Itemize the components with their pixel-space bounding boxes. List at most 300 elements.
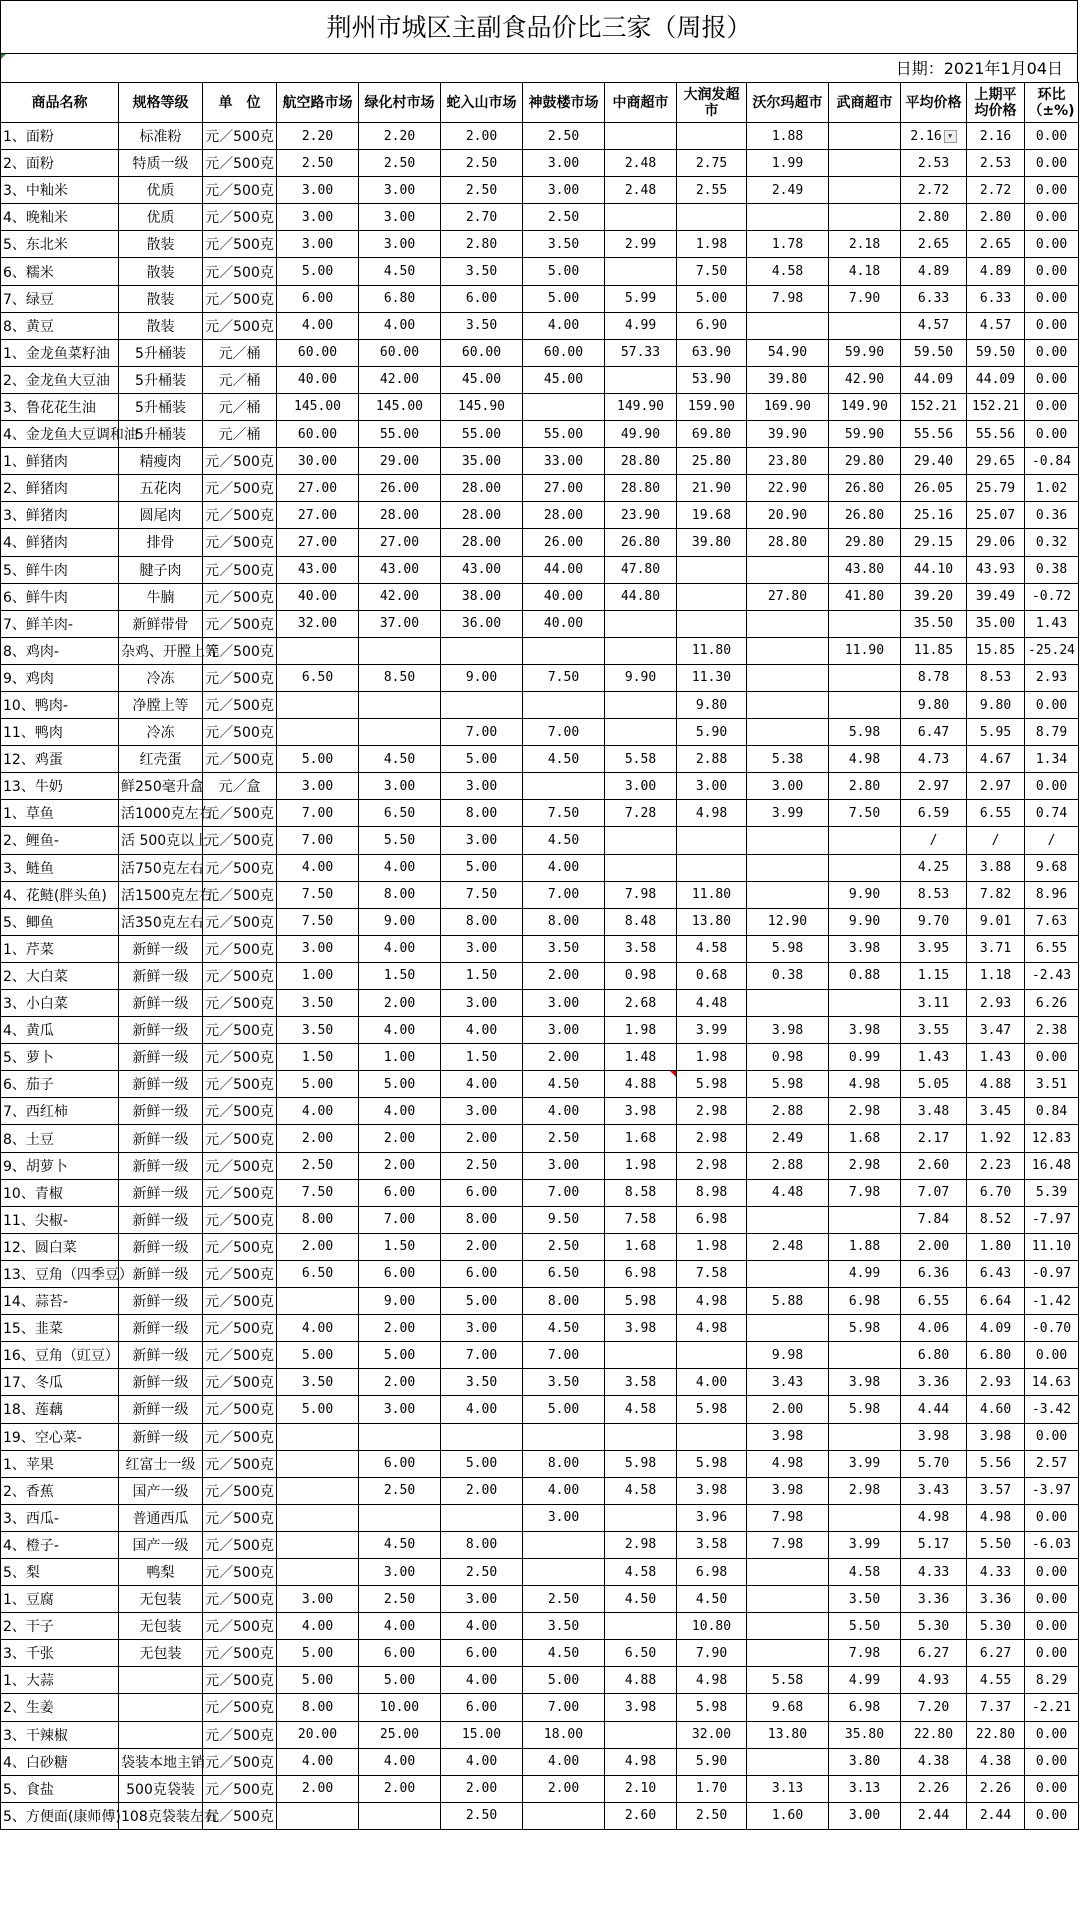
price-cell[interactable]: 2.80: [829, 773, 901, 800]
price-cell[interactable]: 25.80: [677, 448, 747, 475]
price-cell[interactable]: 2.97: [967, 773, 1025, 800]
price-cell[interactable]: 11.30: [677, 664, 747, 691]
price-cell[interactable]: [605, 1423, 677, 1450]
price-cell[interactable]: 9.00: [359, 1288, 441, 1315]
price-cell[interactable]: 3.00: [747, 773, 829, 800]
price-cell[interactable]: 47.80: [605, 556, 677, 583]
price-cell[interactable]: 4.00: [277, 312, 359, 339]
item-name-cell[interactable]: 5、萝卜: [1, 1044, 119, 1071]
unit-cell[interactable]: 元／500克: [203, 935, 277, 962]
price-cell[interactable]: 3.50: [277, 1017, 359, 1044]
price-cell[interactable]: 0.00: [1025, 1044, 1079, 1071]
price-cell[interactable]: 8.00: [277, 1694, 359, 1721]
price-cell[interactable]: 2.98: [829, 1098, 901, 1125]
price-cell[interactable]: 1.68: [829, 1125, 901, 1152]
spec-cell[interactable]: 新鲜一级: [119, 1098, 203, 1125]
price-cell[interactable]: 3.13: [747, 1775, 829, 1802]
unit-cell[interactable]: 元／500克: [203, 123, 277, 150]
price-cell[interactable]: 7.00: [441, 1342, 523, 1369]
item-name-cell[interactable]: 11、尖椒-: [1, 1206, 119, 1233]
price-cell[interactable]: 7.50: [277, 908, 359, 935]
price-cell[interactable]: 39.49: [967, 583, 1025, 610]
unit-cell[interactable]: 元／500克: [203, 177, 277, 204]
price-cell[interactable]: 2.50: [677, 1802, 747, 1829]
price-cell[interactable]: 7.00: [277, 827, 359, 854]
item-name-cell[interactable]: 2、鲤鱼-: [1, 827, 119, 854]
price-cell[interactable]: 3.47: [967, 1017, 1025, 1044]
price-cell[interactable]: 3.00: [359, 773, 441, 800]
price-cell[interactable]: 4.98: [967, 1504, 1025, 1531]
price-cell[interactable]: 7.20: [901, 1694, 967, 1721]
price-cell[interactable]: 7.50: [441, 881, 523, 908]
col-header[interactable]: 环比（±%): [1025, 83, 1079, 123]
price-cell[interactable]: 28.00: [359, 502, 441, 529]
price-cell[interactable]: 8.98: [677, 1179, 747, 1206]
price-cell[interactable]: 7.50: [277, 1179, 359, 1206]
price-cell[interactable]: 6.55: [901, 1288, 967, 1315]
col-header[interactable]: 单 位: [203, 83, 277, 123]
price-cell[interactable]: 2.50: [523, 1125, 605, 1152]
price-cell[interactable]: 25.79: [967, 475, 1025, 502]
price-cell[interactable]: [747, 1260, 829, 1287]
price-cell[interactable]: 21.90: [677, 475, 747, 502]
price-cell[interactable]: 3.36: [901, 1369, 967, 1396]
price-cell[interactable]: 4.50: [523, 746, 605, 773]
price-cell[interactable]: 6.70: [967, 1179, 1025, 1206]
price-cell[interactable]: 6.00: [441, 1694, 523, 1721]
price-cell[interactable]: 7.90: [829, 285, 901, 312]
price-cell[interactable]: 29.15: [901, 529, 967, 556]
item-name-cell[interactable]: 1、大蒜: [1, 1667, 119, 1694]
price-cell[interactable]: 15.85: [967, 637, 1025, 664]
price-cell[interactable]: [359, 1423, 441, 1450]
price-cell[interactable]: 4.50: [523, 1315, 605, 1342]
spec-cell[interactable]: 5升桶装: [119, 421, 203, 448]
price-cell[interactable]: -25.24: [1025, 637, 1079, 664]
col-header[interactable]: 中商超市: [605, 83, 677, 123]
spec-cell[interactable]: 5升桶装: [119, 366, 203, 393]
unit-cell[interactable]: 元／500克: [203, 1233, 277, 1260]
spec-cell[interactable]: 标准粉: [119, 123, 203, 150]
col-header[interactable]: 规格等级: [119, 83, 203, 123]
price-cell[interactable]: 2.88: [677, 746, 747, 773]
price-cell[interactable]: 0.00: [1025, 1748, 1079, 1775]
price-cell[interactable]: 7.50: [829, 800, 901, 827]
item-name-cell[interactable]: 9、胡萝卜: [1, 1152, 119, 1179]
price-cell[interactable]: 9.80: [677, 691, 747, 718]
item-name-cell[interactable]: 2、生姜: [1, 1694, 119, 1721]
price-cell[interactable]: 2.38: [1025, 1017, 1079, 1044]
price-cell[interactable]: 2.26: [967, 1775, 1025, 1802]
price-cell[interactable]: -0.72: [1025, 583, 1079, 610]
col-header[interactable]: 大润发超市: [677, 83, 747, 123]
price-cell[interactable]: 9.90: [829, 908, 901, 935]
price-cell[interactable]: 2.00: [359, 1152, 441, 1179]
price-cell[interactable]: 4.58: [829, 1558, 901, 1585]
price-cell[interactable]: 59.90: [829, 421, 901, 448]
price-cell[interactable]: 6.00: [277, 285, 359, 312]
price-cell[interactable]: [829, 664, 901, 691]
price-cell[interactable]: [359, 637, 441, 664]
price-cell[interactable]: 1.50: [277, 1044, 359, 1071]
price-cell[interactable]: 1.98: [677, 1233, 747, 1260]
price-cell[interactable]: 7.07: [901, 1179, 967, 1206]
unit-cell[interactable]: 元／500克: [203, 1694, 277, 1721]
spec-cell[interactable]: 新鲜一级: [119, 962, 203, 989]
price-cell[interactable]: 4.99: [829, 1667, 901, 1694]
price-cell[interactable]: 63.90: [677, 339, 747, 366]
price-cell[interactable]: 2.48: [605, 150, 677, 177]
spec-cell[interactable]: 活 500克以上: [119, 827, 203, 854]
price-cell[interactable]: [677, 827, 747, 854]
item-name-cell[interactable]: 13、牛奶: [1, 773, 119, 800]
price-cell[interactable]: 0.00: [1025, 231, 1079, 258]
price-cell[interactable]: 0.32: [1025, 529, 1079, 556]
price-cell[interactable]: [747, 204, 829, 231]
price-cell[interactable]: 9.90: [605, 664, 677, 691]
price-cell[interactable]: -0.84: [1025, 448, 1079, 475]
price-cell[interactable]: 4.00: [359, 1613, 441, 1640]
price-cell[interactable]: 2.44: [967, 1802, 1025, 1829]
price-cell[interactable]: 2.00: [441, 1233, 523, 1260]
price-cell[interactable]: 4.88: [605, 1667, 677, 1694]
price-cell[interactable]: 7.58: [605, 1206, 677, 1233]
spec-cell[interactable]: 鲜250毫升盒: [119, 773, 203, 800]
price-cell[interactable]: [523, 1531, 605, 1558]
spec-cell[interactable]: 新鲜一级: [119, 1152, 203, 1179]
spec-cell[interactable]: 精瘦肉: [119, 448, 203, 475]
price-cell[interactable]: 2.65: [901, 231, 967, 258]
price-cell[interactable]: 3.71: [967, 935, 1025, 962]
price-cell[interactable]: 57.33: [605, 339, 677, 366]
price-cell[interactable]: 22.80: [967, 1721, 1025, 1748]
unit-cell[interactable]: 元／500克: [203, 150, 277, 177]
price-cell[interactable]: 2.72: [967, 177, 1025, 204]
price-cell[interactable]: [829, 1504, 901, 1531]
price-cell[interactable]: 5.95: [967, 719, 1025, 746]
unit-cell[interactable]: 元／500克: [203, 285, 277, 312]
spec-cell[interactable]: 牛腩: [119, 583, 203, 610]
price-cell[interactable]: 43.80: [829, 556, 901, 583]
price-cell[interactable]: 4.00: [359, 935, 441, 962]
price-cell[interactable]: [677, 556, 747, 583]
price-cell[interactable]: 2.98: [677, 1125, 747, 1152]
price-cell[interactable]: 0.00: [1025, 421, 1079, 448]
price-cell[interactable]: 43.00: [441, 556, 523, 583]
price-cell[interactable]: 3.98: [747, 1477, 829, 1504]
price-cell[interactable]: 20.00: [277, 1721, 359, 1748]
price-cell[interactable]: 2.50: [359, 1477, 441, 1504]
price-cell[interactable]: 5.58: [747, 1667, 829, 1694]
item-name-cell[interactable]: 8、黄豆: [1, 312, 119, 339]
price-cell[interactable]: 1.88: [747, 123, 829, 150]
item-name-cell[interactable]: 2、香蕉: [1, 1477, 119, 1504]
price-cell[interactable]: 1.43: [967, 1044, 1025, 1071]
price-cell[interactable]: [605, 1342, 677, 1369]
unit-cell[interactable]: 元／500克: [203, 1640, 277, 1667]
price-cell[interactable]: -7.97: [1025, 1206, 1079, 1233]
price-cell[interactable]: 55.56: [901, 421, 967, 448]
price-cell[interactable]: 6.98: [677, 1558, 747, 1585]
spec-cell[interactable]: 腱子肉: [119, 556, 203, 583]
spec-cell[interactable]: 鸭梨: [119, 1558, 203, 1585]
price-cell[interactable]: 3.48: [901, 1098, 967, 1125]
price-cell[interactable]: 27.00: [277, 502, 359, 529]
price-cell[interactable]: [523, 637, 605, 664]
price-cell[interactable]: 7.98: [829, 1640, 901, 1667]
price-cell[interactable]: 7.84: [901, 1206, 967, 1233]
price-cell[interactable]: 3.00: [441, 990, 523, 1017]
price-cell[interactable]: 15.00: [441, 1721, 523, 1748]
price-cell[interactable]: 44.00: [523, 556, 605, 583]
price-cell[interactable]: 1.34: [1025, 746, 1079, 773]
price-cell[interactable]: [605, 610, 677, 637]
price-cell[interactable]: 23.90: [605, 502, 677, 529]
price-cell[interactable]: 0.00: [1025, 1775, 1079, 1802]
price-cell[interactable]: 1.48: [605, 1044, 677, 1071]
price-cell[interactable]: 4.00: [441, 1396, 523, 1423]
price-cell[interactable]: 4.48: [747, 1179, 829, 1206]
price-cell[interactable]: 4.57: [967, 312, 1025, 339]
price-cell[interactable]: 2.44: [901, 1802, 967, 1829]
unit-cell[interactable]: 元／500克: [203, 556, 277, 583]
price-cell[interactable]: [605, 719, 677, 746]
price-cell[interactable]: [677, 1342, 747, 1369]
spec-cell[interactable]: 排骨: [119, 529, 203, 556]
price-cell[interactable]: 2.75: [677, 150, 747, 177]
price-cell[interactable]: 145.90: [441, 393, 523, 420]
price-cell[interactable]: 0.84: [1025, 1098, 1079, 1125]
item-name-cell[interactable]: 1、草鱼: [1, 800, 119, 827]
price-cell[interactable]: [747, 990, 829, 1017]
price-cell[interactable]: [277, 1531, 359, 1558]
price-cell[interactable]: 4.25: [901, 854, 967, 881]
item-name-cell[interactable]: 12、鸡蛋: [1, 746, 119, 773]
price-cell[interactable]: 5.56: [967, 1450, 1025, 1477]
item-name-cell[interactable]: 4、白砂糖: [1, 1748, 119, 1775]
price-cell[interactable]: 42.90: [829, 366, 901, 393]
price-cell[interactable]: 44.80: [605, 583, 677, 610]
item-name-cell[interactable]: 4、鲜猪肉: [1, 529, 119, 556]
price-cell[interactable]: 29.80: [829, 529, 901, 556]
price-cell[interactable]: 1.50: [441, 962, 523, 989]
price-cell[interactable]: 11.10: [1025, 1233, 1079, 1260]
price-cell[interactable]: 5.17: [901, 1531, 967, 1558]
price-cell[interactable]: 2.70: [441, 204, 523, 231]
price-cell[interactable]: 3.00: [441, 1586, 523, 1613]
price-cell[interactable]: 16.48: [1025, 1152, 1079, 1179]
price-cell[interactable]: 35.80: [829, 1721, 901, 1748]
item-name-cell[interactable]: 4、晚籼米: [1, 204, 119, 231]
price-cell[interactable]: 4.00: [441, 1667, 523, 1694]
price-cell[interactable]: 3.50: [277, 990, 359, 1017]
price-cell[interactable]: 43.00: [359, 556, 441, 583]
price-cell[interactable]: 4.98: [829, 746, 901, 773]
price-cell[interactable]: 3.58: [605, 1369, 677, 1396]
price-cell[interactable]: 4.00: [523, 312, 605, 339]
price-cell[interactable]: 2.00: [277, 1233, 359, 1260]
price-cell[interactable]: 3.50: [829, 1586, 901, 1613]
price-cell[interactable]: -3.42: [1025, 1396, 1079, 1423]
price-cell[interactable]: 6.36: [901, 1260, 967, 1287]
price-cell[interactable]: 3.50: [277, 1369, 359, 1396]
spec-cell[interactable]: 无包装: [119, 1640, 203, 1667]
price-cell[interactable]: 3.00: [523, 1504, 605, 1531]
price-cell[interactable]: 5.00: [523, 258, 605, 285]
unit-cell[interactable]: 元／500克: [203, 1315, 277, 1342]
spec-cell[interactable]: 新鲜一级: [119, 1125, 203, 1152]
price-cell[interactable]: 35.00: [967, 610, 1025, 637]
unit-cell[interactable]: 元／500克: [203, 448, 277, 475]
price-cell[interactable]: -2.21: [1025, 1694, 1079, 1721]
price-cell[interactable]: 3.00: [523, 1152, 605, 1179]
unit-cell[interactable]: 元／500克: [203, 1044, 277, 1071]
price-cell[interactable]: 6.33: [901, 285, 967, 312]
price-cell[interactable]: [829, 1342, 901, 1369]
price-cell[interactable]: 2.49: [747, 177, 829, 204]
price-cell[interactable]: [677, 1423, 747, 1450]
price-cell[interactable]: [747, 1748, 829, 1775]
price-cell[interactable]: 2.00: [523, 1044, 605, 1071]
spec-cell[interactable]: 散装: [119, 285, 203, 312]
price-cell[interactable]: 3.50: [523, 1369, 605, 1396]
price-cell[interactable]: 4.00: [277, 854, 359, 881]
price-cell[interactable]: 9.00: [441, 664, 523, 691]
price-cell[interactable]: 60.00: [523, 339, 605, 366]
price-cell[interactable]: 5.38: [747, 746, 829, 773]
unit-cell[interactable]: 元／500克: [203, 827, 277, 854]
price-cell[interactable]: 54.90: [747, 339, 829, 366]
price-cell[interactable]: [523, 1558, 605, 1585]
unit-cell[interactable]: 元／500克: [203, 881, 277, 908]
price-cell[interactable]: [605, 827, 677, 854]
price-cell[interactable]: 6.33: [967, 285, 1025, 312]
price-cell[interactable]: 5.99: [605, 285, 677, 312]
price-cell[interactable]: [829, 610, 901, 637]
price-cell[interactable]: [605, 258, 677, 285]
price-cell[interactable]: 6.64: [967, 1288, 1025, 1315]
price-cell[interactable]: 7.00: [441, 719, 523, 746]
price-cell[interactable]: 4.98: [677, 800, 747, 827]
price-cell[interactable]: 1.50: [359, 1233, 441, 1260]
price-cell[interactable]: 8.00: [441, 1206, 523, 1233]
item-name-cell[interactable]: 13、豆角（四季豆）: [1, 1260, 119, 1287]
price-cell[interactable]: 27.00: [277, 529, 359, 556]
price-cell[interactable]: 0.88: [829, 962, 901, 989]
price-cell[interactable]: 5.98: [677, 1694, 747, 1721]
unit-cell[interactable]: 元／500克: [203, 1125, 277, 1152]
price-cell[interactable]: [747, 881, 829, 908]
price-cell[interactable]: 5.00: [359, 1071, 441, 1098]
unit-cell[interactable]: 元／500克: [203, 1260, 277, 1287]
price-cell[interactable]: 5.39: [1025, 1179, 1079, 1206]
price-cell[interactable]: 2.00: [441, 1477, 523, 1504]
price-cell[interactable]: [359, 1802, 441, 1829]
spec-cell[interactable]: 杂鸡、开膛上等: [119, 637, 203, 664]
price-cell[interactable]: 28.00: [441, 502, 523, 529]
price-cell[interactable]: 6.50: [277, 1260, 359, 1287]
price-cell[interactable]: 4.98: [677, 1667, 747, 1694]
spec-cell[interactable]: 优质: [119, 177, 203, 204]
price-cell[interactable]: 1.78: [747, 231, 829, 258]
price-cell[interactable]: [829, 1206, 901, 1233]
price-cell[interactable]: 33.00: [523, 448, 605, 475]
item-name-cell[interactable]: 10、青椒: [1, 1179, 119, 1206]
price-cell[interactable]: 6.59: [901, 800, 967, 827]
price-cell[interactable]: /: [1025, 827, 1079, 854]
price-cell[interactable]: 3.00: [277, 204, 359, 231]
price-cell[interactable]: 4.98: [605, 1748, 677, 1775]
price-cell[interactable]: 4.00: [359, 312, 441, 339]
price-cell[interactable]: 6.26: [1025, 990, 1079, 1017]
price-cell[interactable]: 4.55: [967, 1667, 1025, 1694]
price-cell[interactable]: 6.98: [605, 1260, 677, 1287]
price-cell[interactable]: 5.00: [441, 1288, 523, 1315]
item-name-cell[interactable]: 4、金龙鱼大豆调和油: [1, 421, 119, 448]
unit-cell[interactable]: 元／500克: [203, 990, 277, 1017]
unit-cell[interactable]: 元／500克: [203, 1152, 277, 1179]
price-cell[interactable]: 3.50: [441, 258, 523, 285]
price-cell[interactable]: 6.50: [605, 1640, 677, 1667]
price-cell[interactable]: 2.20: [277, 123, 359, 150]
price-cell[interactable]: 2.23: [967, 1152, 1025, 1179]
price-cell[interactable]: 7.82: [967, 881, 1025, 908]
price-cell[interactable]: 4.00: [441, 1017, 523, 1044]
price-cell[interactable]: 4.38: [967, 1748, 1025, 1775]
spec-cell[interactable]: 新鲜一级: [119, 990, 203, 1017]
price-cell[interactable]: 4.00: [277, 1098, 359, 1125]
price-cell[interactable]: [605, 366, 677, 393]
price-cell[interactable]: 3.00: [523, 177, 605, 204]
item-name-cell[interactable]: 7、西红柿: [1, 1098, 119, 1125]
price-cell[interactable]: /: [901, 827, 967, 854]
price-cell[interactable]: 6.55: [967, 800, 1025, 827]
price-cell[interactable]: 32.00: [277, 610, 359, 637]
price-cell[interactable]: 3.00: [523, 150, 605, 177]
price-cell[interactable]: 6.50: [359, 800, 441, 827]
price-cell[interactable]: 7.90: [677, 1640, 747, 1667]
price-cell[interactable]: 2.98: [829, 1477, 901, 1504]
price-cell[interactable]: 0.74: [1025, 800, 1079, 827]
unit-cell[interactable]: 元／500克: [203, 691, 277, 718]
spec-cell[interactable]: 新鲜一级: [119, 1342, 203, 1369]
price-cell[interactable]: 7.98: [747, 1504, 829, 1531]
price-cell[interactable]: 2.00: [359, 1315, 441, 1342]
price-cell[interactable]: 4.44: [901, 1396, 967, 1423]
spec-cell[interactable]: 5升桶装: [119, 339, 203, 366]
price-cell[interactable]: [829, 691, 901, 718]
price-cell[interactable]: 26.80: [829, 502, 901, 529]
price-cell[interactable]: 4.88: [967, 1071, 1025, 1098]
price-cell[interactable]: 2.80: [441, 231, 523, 258]
spec-cell[interactable]: 新鲜一级: [119, 1206, 203, 1233]
price-cell[interactable]: 0.00: [1025, 366, 1079, 393]
price-cell[interactable]: [677, 583, 747, 610]
price-cell[interactable]: 0.36: [1025, 502, 1079, 529]
price-cell[interactable]: 0.00: [1025, 204, 1079, 231]
price-cell[interactable]: [441, 637, 523, 664]
price-cell[interactable]: 4.58: [677, 935, 747, 962]
price-cell[interactable]: 6.00: [441, 1260, 523, 1287]
price-cell[interactable]: 0.38: [747, 962, 829, 989]
price-cell[interactable]: 4.73: [901, 746, 967, 773]
price-cell[interactable]: 39.90: [747, 421, 829, 448]
unit-cell[interactable]: 元／500克: [203, 908, 277, 935]
item-name-cell[interactable]: 1、豆腐: [1, 1586, 119, 1613]
price-cell[interactable]: 3.96: [677, 1504, 747, 1531]
price-cell[interactable]: 2.00: [359, 1775, 441, 1802]
price-cell[interactable]: 25.16: [901, 502, 967, 529]
